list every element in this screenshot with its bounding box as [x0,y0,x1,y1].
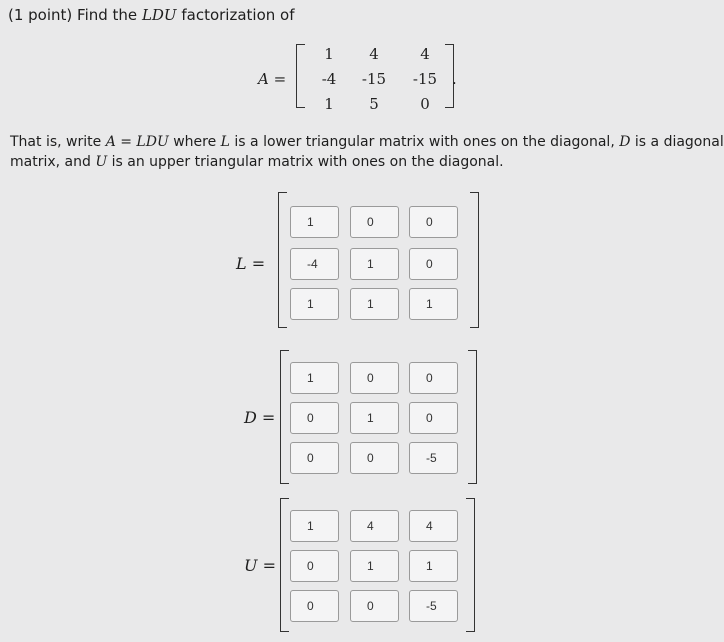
matrix-l-cell[interactable] [290,248,339,280]
matrix-d-cell[interactable] [409,402,458,434]
matrix-l-cell[interactable] [290,206,339,238]
matrix-l-right-bracket [470,192,479,328]
matrix-a-entry: 5 [369,95,379,113]
matrix-u-cell[interactable] [350,590,399,622]
matrix-u-cell[interactable] [409,550,458,582]
description-line-1: That is, write A = LDU where L is a lower triangular matrix with ones on the diagonal, D is a diagonal [10,134,724,150]
matrix-a-entry: 4 [369,45,379,63]
matrix-a-entry: 0 [420,95,430,113]
matrix-d-cell[interactable] [290,362,339,394]
factorization-label: factorization of [181,6,295,24]
matrix-l-label: L = [236,254,266,273]
matrix-d-cell[interactable] [350,402,399,434]
matrix-u-cell[interactable] [350,550,399,582]
matrix-l-cell[interactable] [409,288,458,320]
problem-description [10,132,724,172]
matrix-d-cell[interactable] [409,362,458,394]
matrix-u-cell[interactable] [350,510,399,542]
matrix-a-period: . [452,70,457,88]
matrix-l-left-bracket [278,192,287,328]
equation-a-ldu: A = LDU [105,134,169,150]
matrix-l-cell[interactable] [290,288,339,320]
problem-header [8,6,295,24]
matrix-d-left-bracket [280,350,289,484]
matrix-d-cell[interactable] [350,442,399,474]
matrix-a-entry: 4 [420,45,430,63]
matrix-u-cell[interactable] [290,550,339,582]
matrix-a-label: A = [258,70,287,88]
matrix-a-entry: 1 [324,45,334,63]
matrix-d-right-bracket [468,350,477,484]
matrix-l-cell[interactable] [350,288,399,320]
matrix-l-cell[interactable] [350,248,399,280]
matrix-l-cell[interactable] [409,206,458,238]
matrix-u-left-bracket [280,498,289,632]
ldu-term: LDU [141,6,177,24]
matrix-d-cell[interactable] [290,402,339,434]
matrix-d-cell[interactable] [290,442,339,474]
matrix-l-cell[interactable] [350,206,399,238]
matrix-l-cell[interactable] [409,248,458,280]
matrix-u-cell[interactable] [409,590,458,622]
matrix-u-label: U = [244,556,276,575]
points-label: (1 point) Find the [8,6,138,24]
matrix-u-cell[interactable] [290,590,339,622]
matrix-a-entry: -15 [361,70,387,88]
description-line-2: matrix, and U is an upper triangular matrix with ones on the diagonal. [10,154,504,170]
matrix-d-cell[interactable] [350,362,399,394]
matrix-u-right-bracket [466,498,475,632]
matrix-a-entry: -4 [321,70,337,88]
matrix-a-entry: 1 [324,95,334,113]
matrix-u-cell[interactable] [409,510,458,542]
matrix-d-label: D = [244,408,276,427]
matrix-d-cell[interactable] [409,442,458,474]
matrix-u-cell[interactable] [290,510,339,542]
matrix-a-entry: -15 [412,70,438,88]
